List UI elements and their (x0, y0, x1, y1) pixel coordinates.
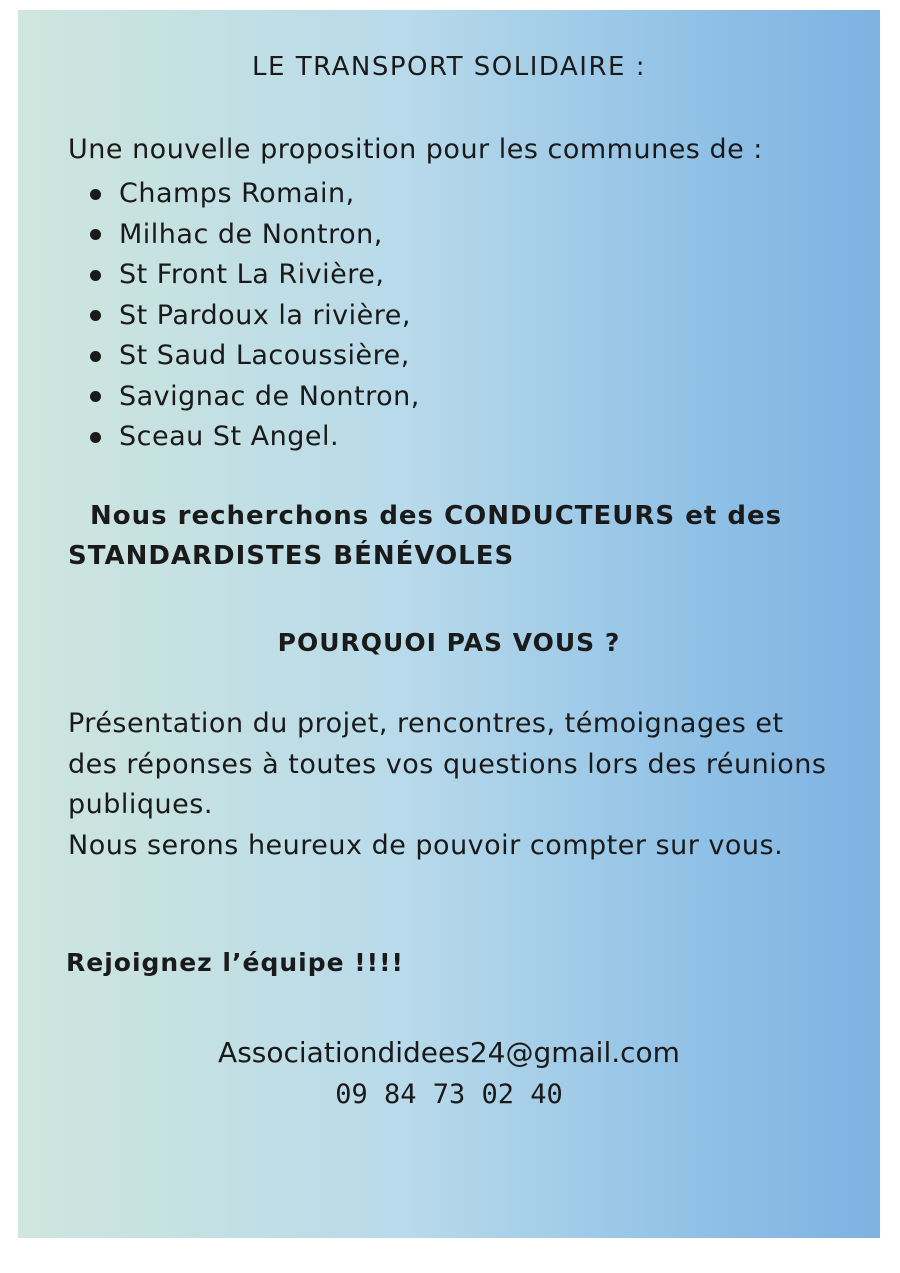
commune-name: Sceau St Angel. (119, 421, 340, 452)
bullet-icon (90, 432, 101, 443)
bullet-icon (90, 189, 101, 200)
bullet-icon (90, 270, 101, 281)
commune-name: St Pardoux la rivière, (119, 299, 411, 331)
volunteer-search (68, 496, 782, 576)
list-item (80, 336, 420, 377)
contact-phone: 09 84 73 02 40 (335, 1079, 563, 1110)
communes-list (80, 174, 420, 458)
presentation-paragraph-2: Nous serons heureux de pouvoir compter sur vous. (68, 829, 784, 861)
why-not-you-heading: POURQUOI PAS VOUS ? (277, 628, 621, 657)
commune-name: St Front La Rivière, (119, 259, 385, 290)
list-item (80, 296, 420, 337)
bullet-icon (90, 391, 101, 402)
presentation-text (68, 704, 838, 866)
commune-name: St Saud Lacoussière, (119, 340, 410, 371)
list-item (80, 215, 420, 256)
commune-name: Champs Romain, (119, 178, 355, 209)
flyer (18, 10, 880, 1238)
presentation-paragraph-1: Présentation du projet, rencontres, témoignages et des réponses à toutes vos questions lors des réunions publiques. (68, 708, 827, 820)
intro-text: Une nouvelle proposition pour les communes de : (68, 134, 763, 165)
commune-name: Milhac de Nontron, (119, 218, 383, 250)
join-team-text: Rejoignez l’équipe !!!! (66, 948, 404, 977)
list-item (80, 174, 420, 215)
bullet-icon (90, 351, 101, 362)
bullet-icon (90, 229, 101, 240)
list-item (80, 255, 420, 296)
commune-name: Savignac de Nontron, (119, 380, 420, 412)
volunteer-search-line2: STANDARDISTES BÉNÉVOLES (68, 541, 515, 571)
bullet-icon (90, 310, 101, 321)
volunteer-search-line1: Nous recherchons des CONDUCTEURS et des (90, 501, 783, 531)
list-item (80, 417, 420, 458)
contact-block (18, 1032, 880, 1116)
flyer-title: LE TRANSPORT SOLIDAIRE : (252, 52, 646, 82)
list-item (80, 377, 420, 418)
contact-email: Associationdidees24@gmail.com (218, 1036, 680, 1069)
